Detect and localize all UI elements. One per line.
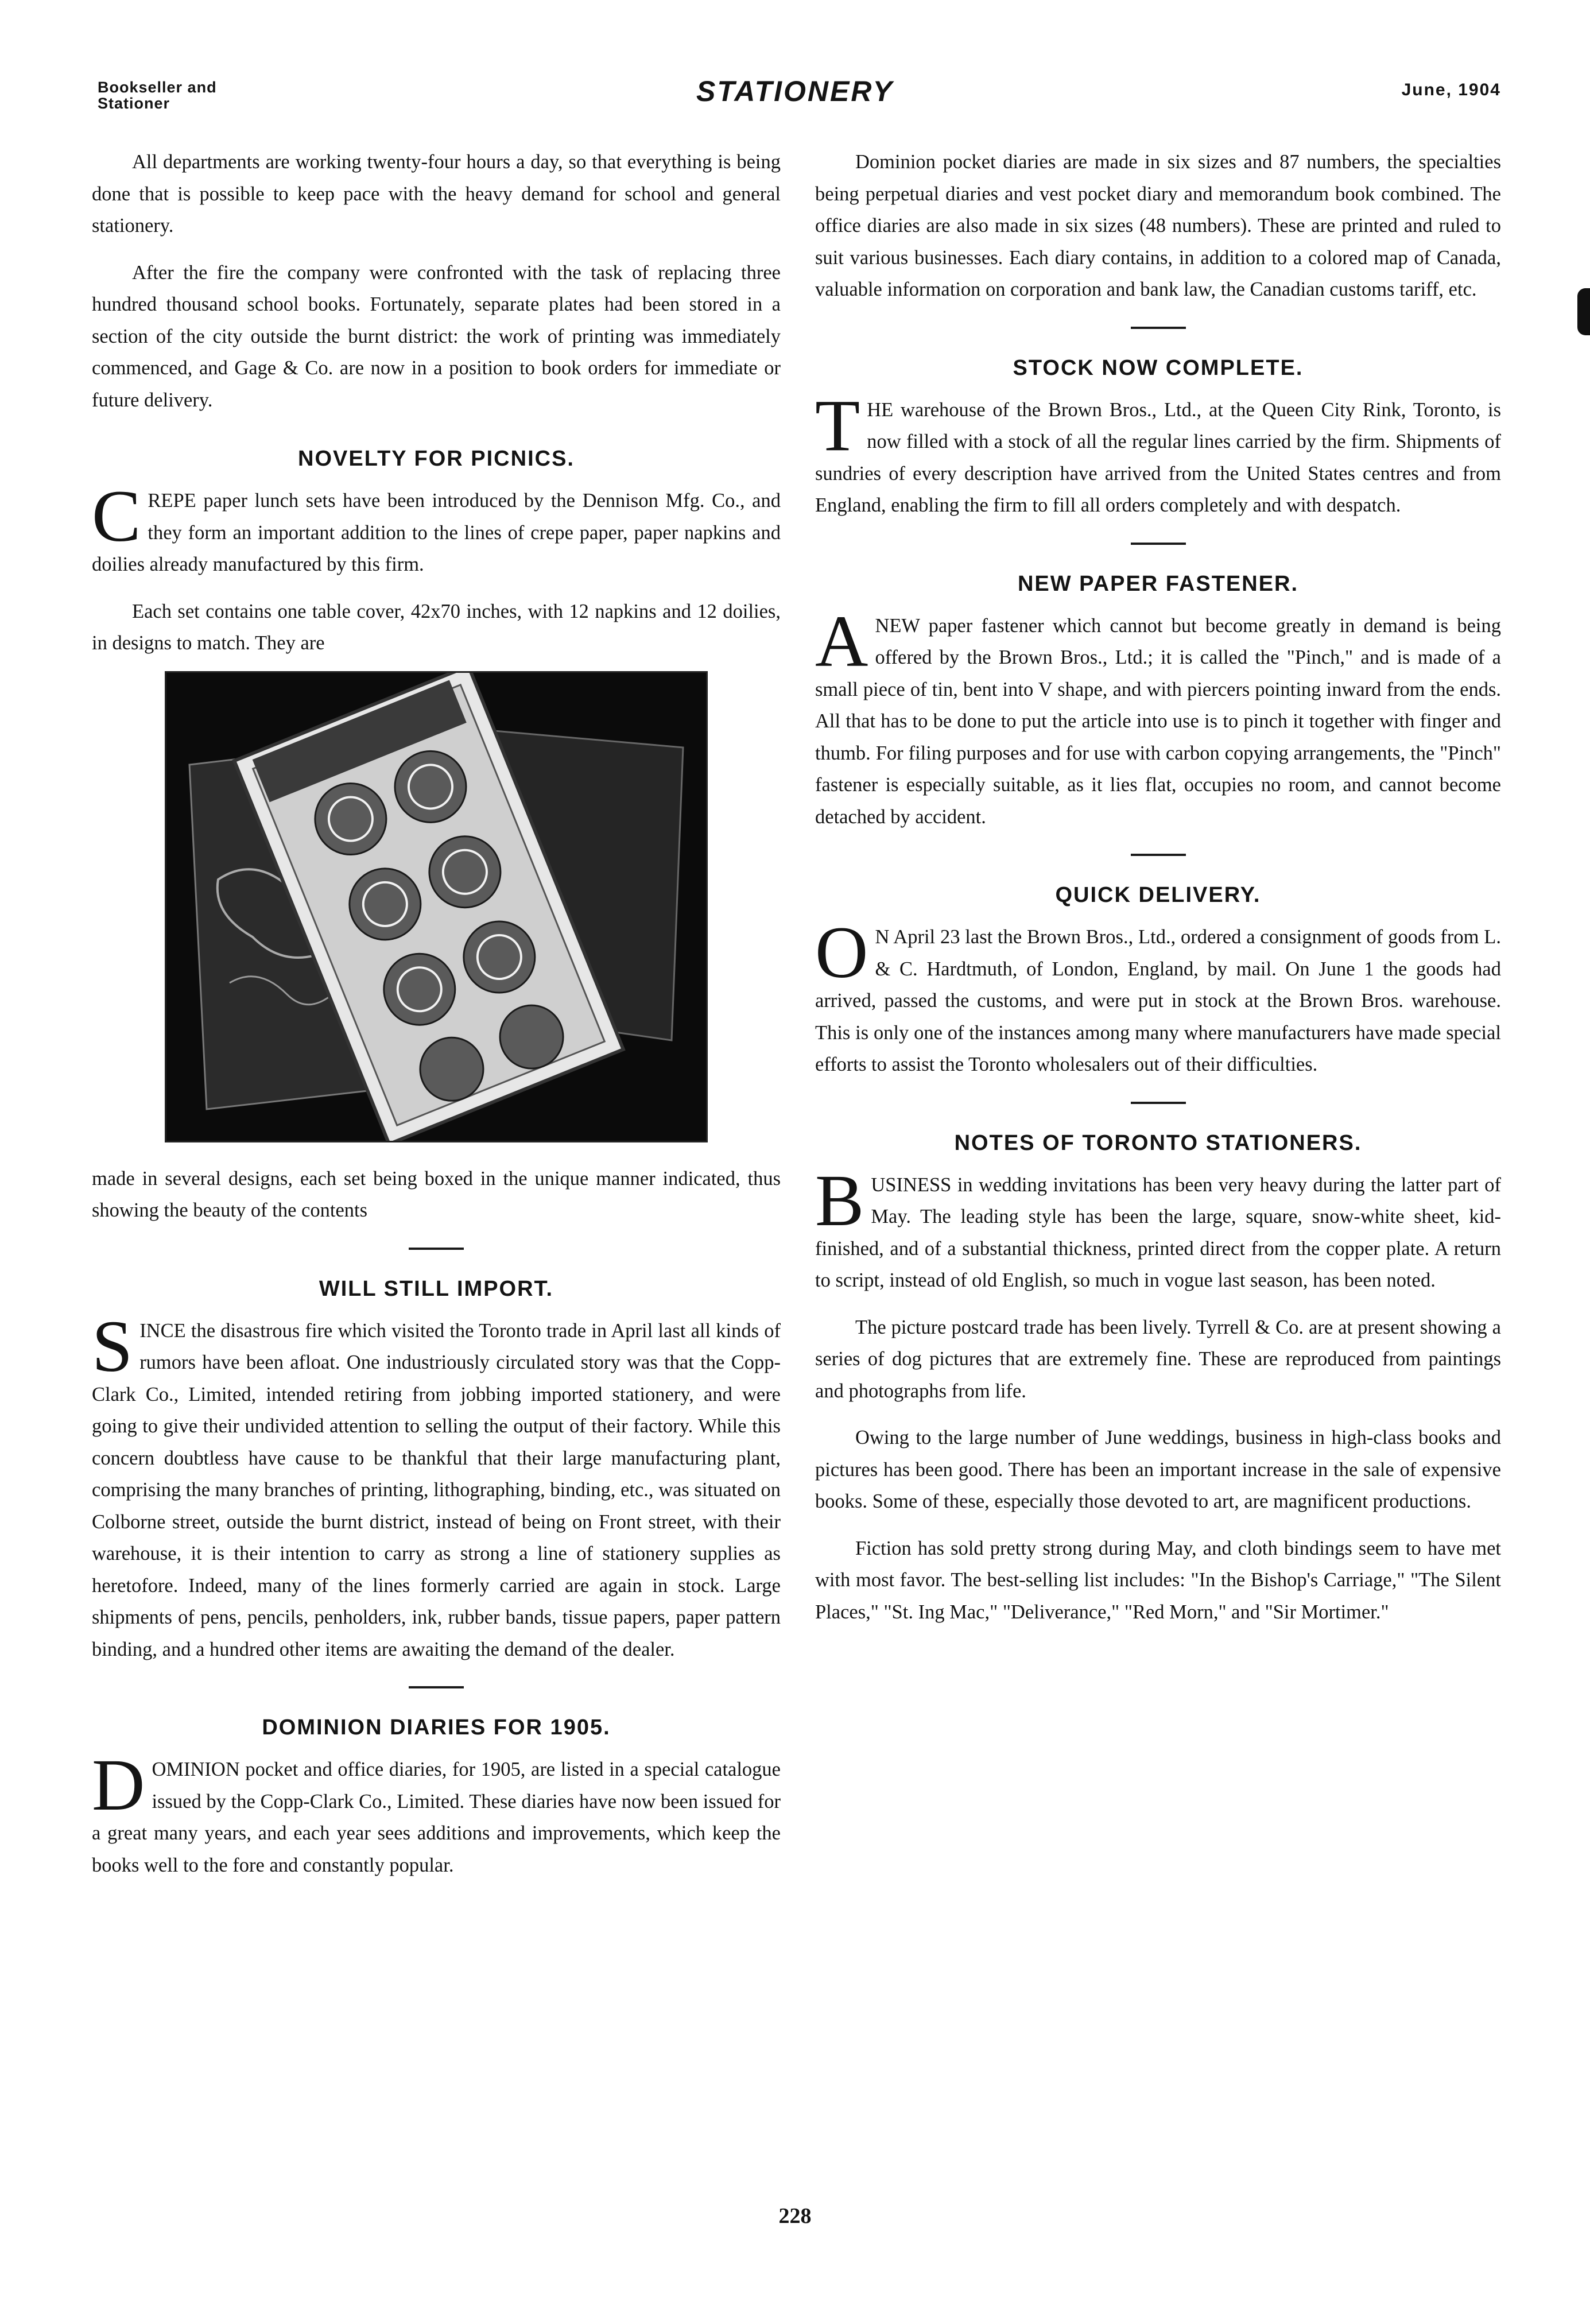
crepe-paper-lunch-set-photo [165,671,708,1142]
intro-paragraph-1: All departments are working twenty-four hours a day, so that everything is being done that is possible to keep pace with the heavy demand for school and general stationery. [92,151,781,237]
heading-notes-of-toronto-stationers: NOTES OF TORONTO STATIONERS. [954,1130,1362,1155]
right-column [815,146,1501,1643]
stock-text: HE warehouse of the Brown Bros., Ltd., at the Queen City Rink, Toronto, is now filled with a stock of all the regular lines carried by the firm. Shipments of sundries of every description have arrived from the United States centres and from England, enabling the firm to fill all orders completely and with despatch. [815,398,1501,516]
dropcap: D [92,1744,145,1826]
fastener-paragraph [815,600,1501,834]
section-divider [1131,327,1186,329]
dropcap: O [815,912,868,993]
fastener-text: NEW paper fastener which cannot but become greatly in demand is being offered by the Brown Bros., Ltd.; it is called the "Pinch," and is made of a small piece of tin, bent into V shape, and with piercers pointing inward from the ends. All that has to be done to put the article into use is to pinch it together with finger and thumb. For filing purposes and for use with carbon copying arrangements, the "Pinch" fastener is especially suitable, as it lies flat, occupies no room, and cannot become detached by accident. [815,614,1501,828]
dropcap: C [92,475,141,557]
photo-illustration [166,673,706,1141]
header-left-line-2: Stationer [98,95,170,112]
novelty-paragraph-2: Each set contains one table cover, 42x70 inches, with 12 napkins and 12 doilies, in designs to match. They are [92,600,781,654]
heading-novelty-for-picnics: NOVELTY FOR PICNICS. [298,447,575,471]
binding-edge-mark [1577,288,1590,335]
notes-paragraph-3: Owing to the large number of June weddings, business in high-class books and pictures has been good. There has been an important increase in the sale of expensive books. Some of these, especially those devoted to art, are magnificent productions. [815,1427,1501,1512]
import-paragraph [92,1305,781,1666]
dropcap: A [815,600,868,682]
delivery-paragraph [815,912,1501,1081]
notes-paragraph-1 [815,1159,1501,1297]
dropcap: S [92,1305,133,1387]
diaries-text: OMINION pocket and office diaries, for 1905, are listed in a special catalogue issued by the Copp-Clark Co., Limited. These diaries have now been issued for a great many years, and each year sees additions and improvements, which keep the books well to the fore and constantly popular. [92,1759,781,1876]
novelty-text-1: REPE paper lunch sets have been introduced by the Dennison Mfg. Co., and they form an important addition to the lines of crepe paper, paper napkins and doilies already manufactured by this firm. [92,490,781,575]
diaries-continued-paragraph: Dominion pocket diaries are made in six sizes and 87 numbers, the specialties being perpetual diaries and vest pocket diary and memorandum book combined. The office diaries are also made in six sizes (48 numbers). These are printed and ruled to suit various businesses. Each diary contains, in addition to a colored map of Canada, valuable information on corporation and bank law, the Canadian customs tariff, etc. [815,151,1501,300]
heading-quick-delivery: QUICK DELIVERY. [1055,883,1261,907]
heading-dominion-diaries: DOMINION DIARIES FOR 1905. [262,1715,611,1740]
section-divider [1131,1102,1186,1104]
section-divider [1131,854,1186,856]
section-divider [409,1686,464,1688]
running-header-title: STATIONERY [696,75,894,107]
heading-will-still-import: WILL STILL IMPORT. [319,1276,554,1301]
notes-paragraph-4: Fiction has sold pretty strong during May, and cloth bindings seem to have met with most favor. The best-selling list includes: "In the Bishop's Carriage," "The Silent Places," "St. Ing Mac," "Deliverance," "Red Morn," and "Sir Mortimer." [815,1537,1501,1623]
novelty-paragraph-1 [92,475,781,581]
left-column [92,146,781,1896]
header-left-line-1: Bookseller and [98,79,217,96]
dropcap: T [815,384,860,466]
running-header-date: June, 1904 [1401,80,1501,99]
dropcap: B [815,1159,864,1241]
notes-paragraph-2: The picture postcard trade has been lively. Tyrrell & Co. are at present showing a series of dog pictures that are extremely fine. These are reproduced from paintings and photographs from life. [815,1316,1501,1402]
section-divider [1131,543,1186,545]
notes-text-1: USINESS in wedding invitations has been very heavy during the latter part of May. The leading style has been the large, square, snow-white sheet, kid-finished, and of a substantial thickness, printed direct from the copper plate. A return to script, instead of old English, so much in vogue last season, has been noted. [815,1173,1501,1291]
intro-paragraph-2: After the fire the company were confronted with the task of replacing three hundred thousand school books. Fortunately, separate plates had been stored in a section of the city outside the burnt district: the work of printing was immediately commenced, and Gage & Co. are now in a position to book orders for immediate or future delivery. [92,261,781,411]
novelty-paragraph-3: made in several designs, each set being boxed in the unique manner indicated, thus showing the beauty of the contents [92,1167,781,1221]
diaries-paragraph [92,1744,781,1881]
stock-paragraph [815,384,1501,522]
import-text: INCE the disastrous fire which visited the Toronto trade in April last all kinds of rumors have been afloat. One industriously circulated story was that the Copp-Clark Co., Limited, intended retiring from jobbing imported stationery, and were going to give their undivided attention to selling the output of their factory. While this concern doubtless have cause to be thankful that their large manufacturing plant, comprising the many branches of printing, lithographing, binding, etc., was situated on Colborne street, outside the burnt district, instead of being on Front street, with their warehouse, it is their intention to carry as strong a line of stationery supplies as heretofore. Indeed, many of the lines formerly carried are again in stock. Large shipments of pens, pencils, penholders, ink, rubber bands, tissue papers, paper pattern binding, and a hundred other items are awaiting the demand of the dealer. [92,1319,781,1660]
section-divider [409,1248,464,1250]
heading-new-paper-fastener: NEW PAPER FASTENER. [1017,571,1299,596]
delivery-text: N April 23 last the Brown Bros., Ltd., ordered a consignment of goods from L. & C. Hardtmuth, of London, England, by mail. On June 1 the goods had arrived, passed the customs, and were put in stock at the Brown Bros. warehouse. This is only one of the instances among many where manufacturers have made special efforts to assist the Toronto wholesalers out of their difficulties. [815,926,1501,1075]
page-number: 228 [778,2204,812,2228]
heading-stock-now-complete: STOCK NOW COMPLETE. [1013,355,1304,380]
